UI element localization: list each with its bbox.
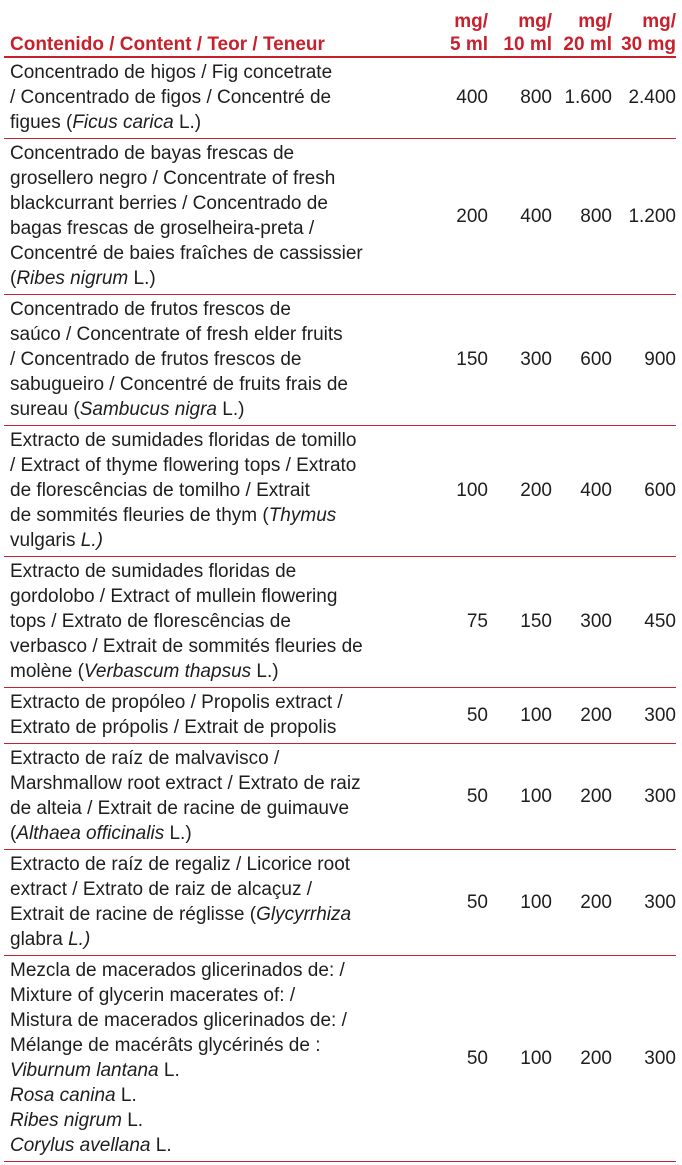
amount-10ml: 100 — [520, 1047, 552, 1069]
ingredient-name — [4, 295, 424, 426]
table-row — [4, 139, 676, 295]
ingredient-line: glabra L.) — [10, 929, 91, 950]
ingredient-line: de florescências de tomilho / Extrait — [10, 480, 310, 501]
scientific-name: Ribes nigrum — [10, 1110, 122, 1131]
ingredient-name — [4, 850, 424, 956]
ingredient-line: Mezcla de macerados glicerinados de: / — [10, 960, 345, 981]
ingredient-line: (Althaea officinalis L.) — [10, 823, 192, 844]
ingredient-line: Concentré de baies fraîches de cassissier — [10, 243, 363, 264]
ingredient-line: de sommités fleuries de thym (Thymus — [10, 505, 337, 526]
amount-30mg: 300 — [644, 785, 676, 807]
composition-table — [4, 0, 676, 1162]
ingredient-line: / Concentrado de figos / Concentré de — [10, 87, 332, 108]
amount-10ml: 100 — [520, 785, 552, 807]
header-20ml-bottom: 20 ml — [563, 34, 612, 55]
ingredient-line: Mixture of glycerin macerates of: / — [10, 985, 296, 1006]
amount-10ml: 200 — [520, 480, 552, 501]
table-row — [4, 850, 676, 956]
table-row — [4, 426, 676, 557]
ingredient-line: verbasco / Extrait de sommités fleuries de — [10, 636, 363, 657]
scientific-name: Althaea officinalis — [16, 823, 165, 844]
amount-30mg: 300 — [644, 1047, 676, 1069]
ingredient-line: sabugueiro / Concentré de fruits frais de — [10, 374, 348, 395]
ingredient-line: Extracto de raíz de regaliz / Licorice root — [10, 854, 351, 875]
amount-20ml: 800 — [580, 205, 612, 227]
amount-5ml: 150 — [456, 349, 488, 370]
amount-20ml: 200 — [580, 1047, 612, 1069]
ingredient-line: Viburnum lantana L. — [10, 1060, 180, 1081]
amount-20ml: 200 — [580, 891, 612, 913]
header-20ml-top: mg/ — [578, 11, 612, 32]
amount-30mg: 300 — [644, 704, 676, 726]
scientific-name: Viburnum lantana — [10, 1060, 159, 1081]
ingredient-name — [4, 57, 424, 139]
amount-5ml: 50 — [466, 891, 488, 913]
amount-20ml: 300 — [580, 611, 612, 632]
ingredient-name — [4, 426, 424, 557]
header-5ml-bottom: 5 ml — [449, 34, 488, 55]
amount-5ml: 75 — [466, 611, 488, 632]
amount-30mg: 2.400 — [628, 87, 676, 108]
ingredient-line: Extracto de sumidades floridas de — [10, 561, 297, 582]
table-header — [4, 0, 676, 57]
scientific-name: Verbascum thapsus — [83, 661, 252, 682]
ingredient-line: Concentrado de frutos frescos de — [10, 299, 291, 320]
ingredient-line: sureau (Sambucus nigra L.) — [10, 399, 245, 420]
amount-30mg: 1.200 — [628, 205, 676, 227]
amount-5ml: 50 — [466, 704, 488, 726]
ingredient-line: bagas frescas de groselheira-preta / — [10, 218, 315, 239]
header-content: Contenido / Content / Teor / Teneur — [10, 34, 325, 55]
amount-10ml: 400 — [520, 205, 552, 227]
scientific-name: L.) — [75, 530, 103, 551]
header-30mg — [612, 0, 676, 57]
ingredient-line: Extrato de própolis / Extrait de propolis — [10, 717, 337, 738]
ingredient-line: Marshmallow root extract / Extrato de raiz — [10, 773, 361, 794]
amount-5ml: 50 — [466, 785, 488, 807]
ingredient-line: tops / Extrato de florescências de — [10, 611, 291, 632]
header-5ml — [424, 0, 488, 57]
header-5ml-top: mg/ — [454, 11, 488, 32]
ingredient-line: vulgaris L.) — [10, 530, 103, 551]
ingredient-line: / Extract of thyme flowering tops / Extrato — [10, 455, 357, 476]
amount-10ml: 300 — [520, 349, 552, 370]
scientific-name: Ficus carica — [72, 112, 174, 133]
ingredient-line: gordolobo / Extract of mullein flowering — [10, 586, 338, 607]
ingredient-line: / Concentrado de frutos frescos de — [10, 349, 302, 370]
scientific-name: Rosa canina — [10, 1085, 116, 1106]
amount-5ml: 100 — [456, 480, 488, 501]
ingredient-line: Extracto de raíz de malvavisco / — [10, 748, 280, 769]
ingredient-line: grosellero negro / Concentrate of fresh — [10, 168, 336, 189]
table-row — [4, 295, 676, 426]
ingredient-line: (Ribes nigrum L.) — [10, 268, 156, 289]
table-row — [4, 956, 676, 1162]
scientific-name: Corylus avellana — [10, 1135, 151, 1156]
ingredient-name — [4, 557, 424, 688]
table-row — [4, 57, 676, 139]
amount-5ml: 200 — [456, 205, 488, 227]
header-row — [4, 0, 676, 57]
ingredient-line: Corylus avellana L. — [10, 1135, 172, 1156]
ingredient-line: saúco / Concentrate of fresh elder fruits — [10, 324, 343, 345]
amount-30mg: 450 — [644, 611, 676, 632]
ingredient-line: blackcurrant berries / Concentrado de — [10, 193, 328, 214]
amount-10ml: 150 — [520, 611, 552, 632]
ingredient-line: Extrait de racine de réglisse (Glycyrrhiza — [10, 904, 352, 925]
header-10ml-top: mg/ — [518, 11, 552, 32]
scientific-name: Thymus — [268, 505, 337, 526]
table-row — [4, 744, 676, 850]
amount-5ml: 50 — [466, 1047, 488, 1069]
ingredient-line: Rosa canina L. — [10, 1085, 137, 1106]
ingredient-name — [4, 688, 424, 744]
amount-30mg: 300 — [644, 891, 676, 913]
amount-20ml: 1.600 — [564, 87, 612, 108]
table-row — [4, 557, 676, 688]
amount-10ml: 800 — [520, 87, 552, 108]
ingredient-name — [4, 956, 424, 1162]
header-10ml-bottom: 10 ml — [503, 34, 552, 55]
ingredient-line: Concentrado de higos / Fig concetrate — [10, 62, 333, 83]
ingredient-line: extract / Extrato de raiz de alcaçuz / — [10, 879, 313, 900]
header-20ml — [552, 0, 612, 57]
amount-20ml: 200 — [580, 704, 612, 726]
header-30mg-top: mg/ — [642, 11, 676, 32]
amount-20ml: 600 — [580, 349, 612, 370]
ingredient-line: Ribes nigrum L. — [10, 1110, 144, 1131]
header-10ml — [488, 0, 552, 57]
amount-10ml: 100 — [520, 891, 552, 913]
scientific-name: Ribes nigrum — [16, 268, 129, 289]
amount-5ml: 400 — [456, 87, 488, 108]
table-row — [4, 688, 676, 744]
ingredient-line: de alteia / Extrait de racine de guimauve — [10, 798, 350, 819]
ingredient-line: Mistura de macerados glicerinados de: / — [10, 1010, 347, 1031]
ingredient-line: Extracto de propóleo / Propolis extract / — [10, 692, 343, 713]
amount-30mg: 900 — [644, 349, 676, 370]
amount-20ml: 400 — [580, 480, 612, 501]
amount-20ml: 200 — [580, 785, 612, 807]
scientific-name: Sambucus nigra — [79, 399, 217, 420]
ingredient-line: Concentrado de bayas frescas de — [10, 143, 295, 164]
header-30mg-bottom: 30 mg — [621, 34, 676, 55]
scientific-name: L.) — [62, 929, 91, 950]
ingredient-name — [4, 744, 424, 850]
table-body — [4, 57, 676, 1162]
amount-10ml: 100 — [520, 704, 552, 726]
scientific-name: Glycyrrhiza — [256, 904, 352, 925]
amount-30mg: 600 — [644, 480, 676, 501]
ingredient-line: Mélange de macérâts glycérinés de : — [10, 1035, 321, 1056]
ingredient-name — [4, 139, 424, 295]
ingredient-line: molène (Verbascum thapsus L.) — [10, 661, 279, 682]
ingredient-line: Extracto de sumidades floridas de tomillo — [10, 430, 357, 451]
ingredient-line: figues (Ficus carica L.) — [10, 112, 202, 133]
